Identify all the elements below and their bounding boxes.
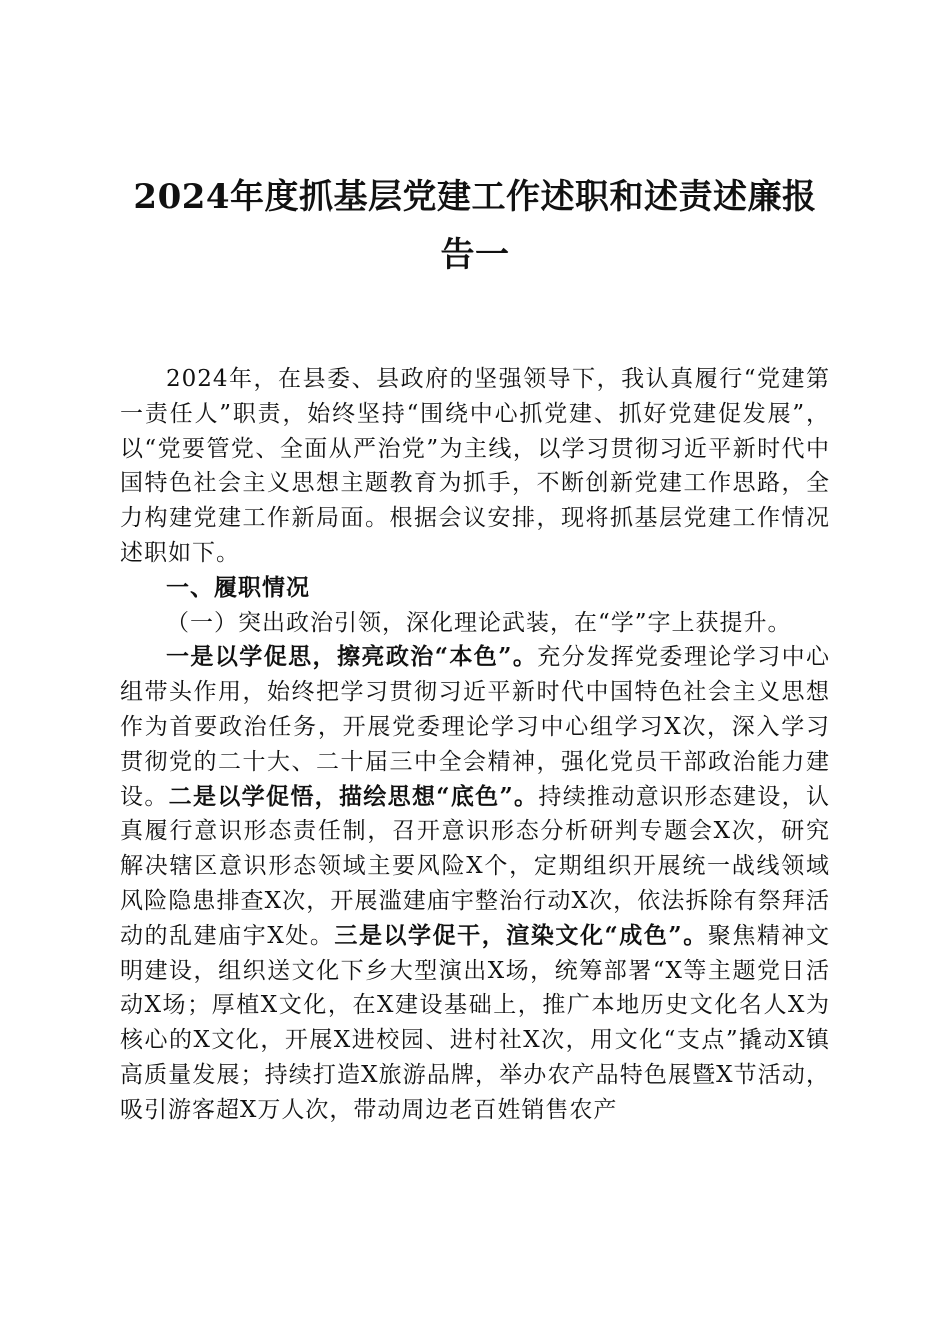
document-title <box>120 168 830 284</box>
subsection-heading: （一）突出政治引领，深化理论武装，在“学”字上获提升。 <box>166 609 792 636</box>
point-1-text: 充分发挥党委理论学习中心组带头作用，始终把学习贯彻习近平新时代中国特色社会主义思想作为首要政治任务，开展党委理论学习中心组学习X次，深入学习贯彻党的二十大、二十届三中全会精神，强化党员干部政治能力建设。 <box>120 644 830 810</box>
point-2-title: 二是以学促悟，描绘思想“底色”。 <box>168 782 539 810</box>
point-3-title: 三是以学促干，渲染文化“成色”。 <box>334 921 708 949</box>
title-line-1: 2024年度抓基层党建工作述职和述责述廉报 <box>133 177 817 217</box>
title-line-2: 告一 <box>440 235 510 275</box>
body-paragraph <box>120 640 830 1127</box>
point-3-text: 聚焦精神文明建设，组织送文化下乡大型演出X场，统筹部署“X等主题党日活动X场；厚植X文化，在X建设基础上，推广本地历史文化名人X为核心的X文化，开展X进校园、进村社X次，用文化“支点”撬动X镇高质量发展；持续打造X旅游品牌，举办农产品特色展暨X节活动，吸引游客超X万人次，带动周边老百姓销售农产 <box>120 922 830 1123</box>
point-2-text: 持续推动意识形态建设，认真履行意识形态责任制，召开意识形态分析研判专题会X次，研究解决辖区意识形态领域主要风险X个，定期组织开展统一战线领域风险隐患排查X次，开展滥建庙宇整治行动X次，依法拆除有祭拜活动的乱建庙宇X处。 <box>120 783 831 949</box>
document-body <box>120 362 830 1128</box>
section-heading: 一、履职情况 <box>166 573 310 601</box>
point-1-title: 一是以学促思，擦亮政治“本色”。 <box>166 643 538 671</box>
intro-paragraph: 2024年，在县委、县政府的坚强领导下，我认真履行“党建第一责任人”职责，始终坚持“围绕中心抓党建、抓好党建促发展”，以“党要管党、全面从严治党”为主线，以学习贯彻习近平新时代中国特色社会主义思想主题教育为抓手，不断创新党建工作思路，全力构建党建工作新局面。根据会议安排，现将抓基层党建工作情况述职如下。 <box>120 366 830 566</box>
